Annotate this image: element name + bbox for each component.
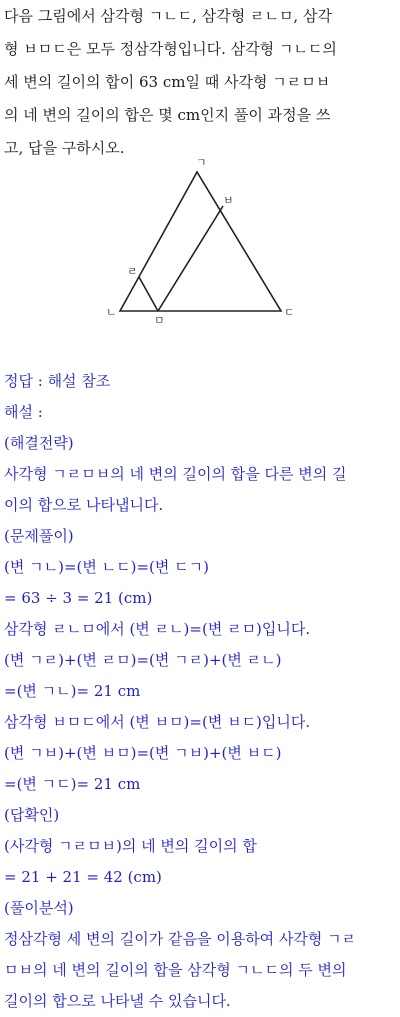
answer-line: (해결전략) bbox=[4, 434, 74, 452]
problem-line: 다음 그림에서 삼각형 ㄱㄴㄷ, 삼각형 ㄹㄴㅁ, 삼각 bbox=[4, 7, 332, 25]
segment-rieul-mieum bbox=[139, 277, 158, 311]
answer-line: (사각형 ㄱㄹㅁㅂ)의 네 변의 길이의 합 bbox=[4, 837, 257, 855]
answer-line: 삼각형 ㄹㄴㅁ에서 (변 ㄹㄴ)=(변 ㄹㅁ)입니다. bbox=[4, 620, 311, 638]
label-digeut: ㄷ bbox=[284, 306, 295, 319]
problem-line: 고, 답을 구하시오. bbox=[4, 139, 125, 157]
answer-line: 삼각형 ㅂㅁㄷ에서 (변 ㅂㅁ)=(변 ㅂㄷ)입니다. bbox=[4, 713, 311, 731]
answer-explanation bbox=[4, 366, 398, 1017]
answer-line: (풀이분석) bbox=[4, 899, 74, 917]
problem-line: 세 변의 길이의 합이 63 cm일 때 사각형 ㄱㄹㅁㅂ bbox=[4, 73, 331, 91]
answer-line: (답확인) bbox=[4, 806, 60, 824]
answer-line: ㅁㅂ의 네 변의 길이의 합을 삼각형 ㄱㄴㄷ의 두 변의 bbox=[4, 961, 347, 979]
problem-line: 형 ㅂㅁㄷ은 모두 정삼각형입니다. 삼각형 ㄱㄴㄷ의 bbox=[4, 40, 337, 58]
answer-line: = 63 ÷ 3 = 21 (cm) bbox=[4, 589, 153, 607]
label-giyeok: ㄱ bbox=[196, 156, 207, 169]
answer-line: 이의 합으로 나타냅니다. bbox=[4, 496, 164, 514]
answer-line: = 21 + 21 = 42 (cm) bbox=[4, 868, 162, 886]
answer-line: (변 ㄱㄹ)+(변 ㄹㅁ)=(변 ㄱㄹ)+(변 ㄹㄴ) bbox=[4, 651, 282, 669]
answer-line: (문제풀이) bbox=[4, 527, 74, 545]
answer-line: 사각형 ㄱㄹㅁㅂ의 네 변의 길이의 합을 다른 변의 길 bbox=[4, 465, 347, 483]
answer-line: 정답 : 해설 참조 bbox=[4, 372, 111, 390]
label-rieul: ㄹ bbox=[127, 265, 138, 278]
answer-line: 길이의 합으로 나타낼 수 있습니다. bbox=[4, 992, 231, 1010]
label-nieun: ㄴ bbox=[106, 306, 117, 319]
answer-line: (변 ㄱㅂ)+(변 ㅂㅁ)=(변 ㄱㅂ)+(변 ㅂㄷ) bbox=[4, 744, 282, 762]
figure-lines bbox=[120, 172, 281, 311]
triangle-figure bbox=[0, 0, 400, 340]
answer-line: 정삼각형 세 변의 길이가 같음을 이용하여 사각형 ㄱㄹ bbox=[4, 930, 357, 948]
problem-line: 의 네 변의 길이의 합은 몇 cm인지 풀이 과정을 쓰 bbox=[4, 106, 331, 124]
label-mieum: ㅁ bbox=[154, 314, 165, 327]
segment-bieup-mieum bbox=[158, 206, 223, 311]
answer-line: =(변 ㄱㄴ)= 21 cm bbox=[4, 682, 141, 700]
answer-line: (변 ㄱㄴ)=(변 ㄴㄷ)=(변 ㄷㄱ) bbox=[4, 558, 209, 576]
answer-line: 해설 : bbox=[4, 403, 43, 421]
label-bieup: ㅂ bbox=[223, 194, 234, 207]
answer-line: =(변 ㄱㄷ)= 21 cm bbox=[4, 775, 141, 793]
